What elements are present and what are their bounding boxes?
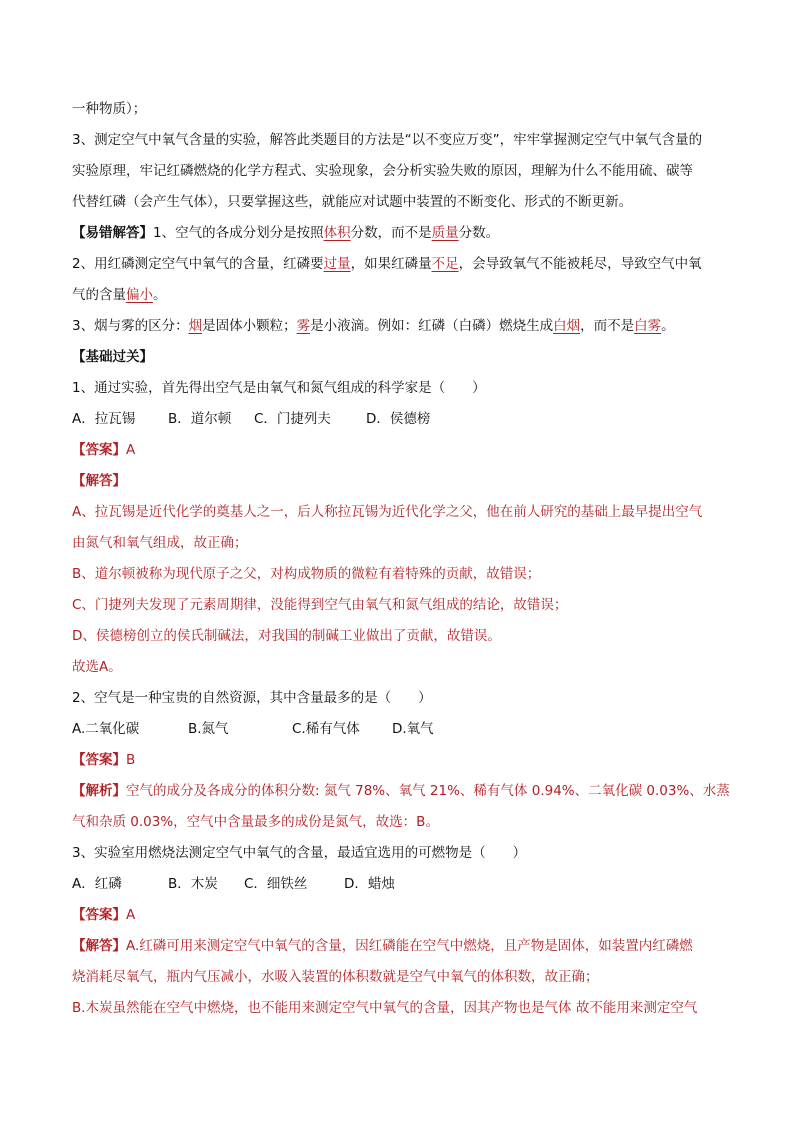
text-span: 。 [661, 318, 675, 334]
pitfall-item-3 [72, 311, 724, 342]
document-page [72, 94, 730, 1024]
option: A.二氧化碳 [72, 721, 140, 737]
keyword: 雾 [296, 318, 311, 334]
question-2-analysis [72, 776, 730, 807]
text-span: 是固体小颗粒； [202, 318, 297, 334]
option: D．蜡烛 [344, 876, 395, 892]
solution-line: B、道尔顿被称为现代原子之父，对构成物质的微粒有着特殊的贡献，故错误； [72, 566, 541, 582]
question-3-stem: 3、实验室用燃烧法测定空气中氧气的含量，最适宜选用的可燃物是（ ） [72, 845, 527, 861]
question-2-options [72, 714, 724, 745]
intro-line: 实验原理，牢记红磷燃烧的化学方程式、实验现象，会分析实验失败的原因，理解为什么不能用硫、碳等 [72, 163, 693, 179]
keyword: 不足 [431, 256, 459, 272]
intro-line: 一种物质）； [72, 101, 147, 117]
text-span: ，会导致氧气不能被耗尽，导致空气中氧 [458, 256, 702, 272]
question-1-conclusion: 故选A。 [72, 659, 122, 675]
question-3-options [72, 869, 724, 900]
analysis-line: 气和杂质 0.03%，空气中含量最多的成份是氮气，故选：B。 [72, 814, 439, 830]
question-3-solution [72, 931, 724, 962]
keyword: 体积 [323, 225, 351, 241]
text-span: ，如果红磷量 [350, 256, 432, 272]
solution-line: D、侯德榜创立的侯氏制碱法，对我国的制碱工业做出了贡献，故错误。 [72, 628, 501, 644]
intro-line: 3、测定空气中氧气含量的实验，解答此类题目的方法是“以不变应万变”，牢牢掌握测定空气中氧气含量的 [72, 132, 703, 148]
option: D.氧气 [392, 721, 434, 737]
answer-label: 【答案】 [72, 907, 126, 923]
text-span: 。 [153, 287, 167, 303]
answer-value: A [126, 907, 136, 923]
pitfall-item-2-cont [72, 280, 724, 311]
question-3-answer [72, 900, 724, 931]
text-span: 是小液滴。例如：红磷（白磷）燃烧生成 [310, 318, 554, 334]
analysis-text: 空气的成分及各成分的体积分数: 氮气 78%、氧气 21%、稀有气体 0.94%、二氧化碳 0.03%、水蒸 [126, 783, 730, 799]
solution-line: 烧消耗尽氧气，瓶内气压减小，水吸入装置的体积数就是空气中氧气的体积数，故正确； [72, 969, 599, 985]
intro-line: 代替红磷（会产生气体），只要掌握这些，就能应对试题中装置的不断变化、形式的不断更新。 [72, 194, 633, 210]
text-span: 气的含量 [72, 287, 126, 303]
question-2-stem: 2、空气是一种宝贵的自然资源，其中含量最多的是（ ） [72, 690, 432, 706]
option: A．红磷 [72, 876, 122, 892]
answer-label: 【答案】 [72, 442, 126, 458]
option: A．拉瓦锡 [72, 411, 136, 427]
option: B．木炭 [168, 876, 218, 892]
question-2-answer [72, 745, 724, 776]
option: D．侯德榜 [366, 411, 431, 427]
solution-line: 由氮气和氧气组成，故正确； [72, 535, 248, 551]
question-1-stem: 1、通过实验，首先得出空气是由氧气和氮气组成的科学家是（ ） [72, 380, 486, 396]
question-1-answer [72, 435, 724, 466]
text-span: 3、烟与雾的区分： [72, 318, 189, 334]
text-span: ，而不是 [580, 318, 635, 334]
text-span: 分数。 [458, 225, 500, 241]
pitfall-item-1 [72, 218, 724, 249]
answer-label: 【答案】 [72, 752, 126, 768]
pitfalls-heading: 【易错解答】 [72, 225, 153, 241]
keyword: 烟 [188, 318, 203, 334]
analysis-label: 【解析】 [72, 783, 126, 799]
option: B．道尔顿 [168, 411, 232, 427]
answer-value: B [126, 752, 136, 768]
basics-heading: 【基础过关】 [72, 349, 153, 365]
keyword: 白烟 [553, 318, 581, 334]
answer-value: A [126, 442, 136, 458]
text-span: 分数，而不是 [350, 225, 432, 241]
text-span: 2、用红磷测定空气中氧气的含量，红磷要 [72, 256, 324, 272]
text-span: 1、空气的各成分划分是按照 [153, 225, 324, 241]
solution-line: A、拉瓦锡是近代化学的奠基人之一，后人称拉瓦锡为近代化学之父，他在前人研究的基础上最早提出空气 [72, 504, 703, 520]
pitfall-item-2 [72, 249, 724, 280]
option: C．细铁丝 [244, 876, 308, 892]
question-1-options [72, 404, 724, 435]
solution-text: A.红磷可用来测定空气中氧气的含量，因红磷能在空气中燃烧，且产物是固体，如装置内红磷燃 [126, 938, 693, 954]
solution-line: B.木炭虽然能在空气中燃烧，也不能用来测定空气中氧气的含量，因其产物也是气体 故不能用来测定空气 [72, 1000, 698, 1016]
keyword: 偏小 [126, 287, 153, 303]
keyword: 质量 [431, 225, 459, 241]
option: C．门捷列夫 [254, 411, 331, 427]
keyword: 白雾 [634, 318, 662, 334]
option: B.氮气 [188, 721, 229, 737]
solution-label: 【解答】 [72, 938, 126, 954]
solution-line: C、门捷列夫发现了元素周期律，没能得到空气由氧气和氮气组成的结论，故错误； [72, 597, 568, 613]
option: C.稀有气体 [292, 721, 360, 737]
keyword: 过量 [323, 256, 351, 272]
question-1-solution-label: 【解答】 [72, 473, 126, 489]
